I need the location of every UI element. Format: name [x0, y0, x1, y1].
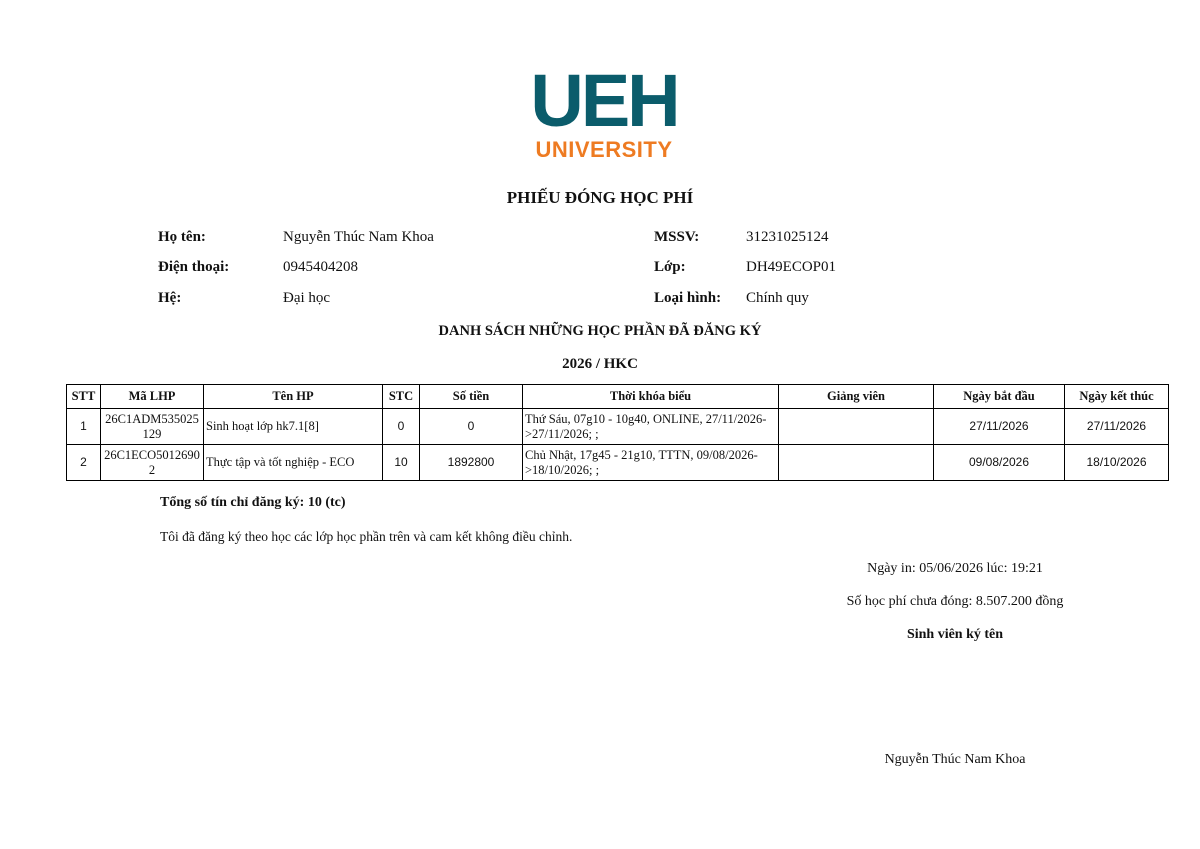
header-lecturer: Giảng viên — [779, 385, 934, 409]
cell-end: 18/10/2026 — [1065, 445, 1169, 481]
list-title: DANH SÁCH NHỮNG HỌC PHẦN ĐÃ ĐĂNG KÝ — [438, 323, 762, 339]
cell-code: 26C1ADM535025129 — [101, 409, 204, 445]
name-label: Họ tên: — [158, 229, 206, 245]
cell-code: 26C1ECO50126902 — [101, 445, 204, 481]
cell-lecturer — [779, 445, 934, 481]
class-label: Lớp: — [654, 259, 686, 275]
student-name: Nguyễn Thúc Nam Khoa — [283, 229, 434, 245]
student-id-label: MSSV: — [654, 229, 700, 245]
header-end: Ngày kết thúc — [1065, 385, 1169, 409]
cell-schedule: Thứ Sáu, 07g10 - 10g40, ONLINE, 27/11/2026->27/11/2026; ; — [523, 409, 779, 445]
table-header-row — [67, 385, 1169, 409]
commitment-text: Tôi đã đăng ký theo học các lớp học phần trên và cam kết không điều chỉnh. — [160, 529, 573, 544]
cell-amount: 0 — [420, 409, 523, 445]
header-amount: Số tiền — [420, 385, 523, 409]
cell-credits: 10 — [383, 445, 420, 481]
logo-sub-text: UNIVERSITY — [535, 137, 673, 162]
type-value: Chính quy — [746, 290, 809, 306]
page-title: PHIẾU ĐÓNG HỌC PHÍ — [506, 188, 694, 207]
term-title: 2026 / HKC — [562, 356, 638, 372]
header-start: Ngày bắt đầu — [934, 385, 1065, 409]
cell-lecturer — [779, 409, 934, 445]
student-id: 31231025124 — [746, 229, 829, 245]
system-label: Hệ: — [158, 290, 182, 306]
header-name: Tên HP — [204, 385, 383, 409]
courses-table — [66, 384, 1169, 481]
cell-end: 27/11/2026 — [1065, 409, 1169, 445]
cell-start: 27/11/2026 — [934, 409, 1065, 445]
header-code: Mã LHP — [101, 385, 204, 409]
signature-name: Nguyễn Thúc Nam Khoa — [884, 752, 1026, 767]
unpaid-fee: Số học phí chưa đóng: 8.507.200 đồng — [846, 594, 1064, 609]
print-date: Ngày in: 05/06/2026 lúc: 19:21 — [867, 561, 1043, 576]
system-value: Đại học — [283, 290, 331, 306]
cell-name: Sinh hoạt lớp hk7.1[8] — [204, 409, 383, 445]
header-schedule: Thời khóa biểu — [523, 385, 779, 409]
header-credits: STC — [383, 385, 420, 409]
header-stt: STT — [67, 385, 101, 409]
cell-stt: 2 — [67, 445, 101, 481]
table-row — [67, 409, 1169, 445]
phone-label: Điện thoại: — [158, 259, 230, 275]
cell-stt: 1 — [67, 409, 101, 445]
university-logo — [526, 59, 682, 164]
total-credits: Tổng số tín chỉ đăng ký: 10 (tc) — [160, 495, 346, 510]
cell-amount: 1892800 — [420, 445, 523, 481]
class-value: DH49ECOP01 — [746, 259, 837, 275]
cell-name: Thực tập và tốt nghiệp - ECO — [204, 445, 383, 481]
cell-credits: 0 — [383, 409, 420, 445]
phone-value: 0945404208 — [283, 259, 358, 275]
type-label: Loại hình: — [654, 290, 722, 306]
signature-label: Sinh viên ký tên — [906, 627, 1004, 642]
table-row — [67, 445, 1169, 481]
cell-schedule: Chủ Nhật, 17g45 - 21g10, TTTN, 09/08/2026->18/10/2026; ; — [523, 445, 779, 481]
logo-main-text: UEH — [530, 59, 678, 142]
cell-start: 09/08/2026 — [934, 445, 1065, 481]
